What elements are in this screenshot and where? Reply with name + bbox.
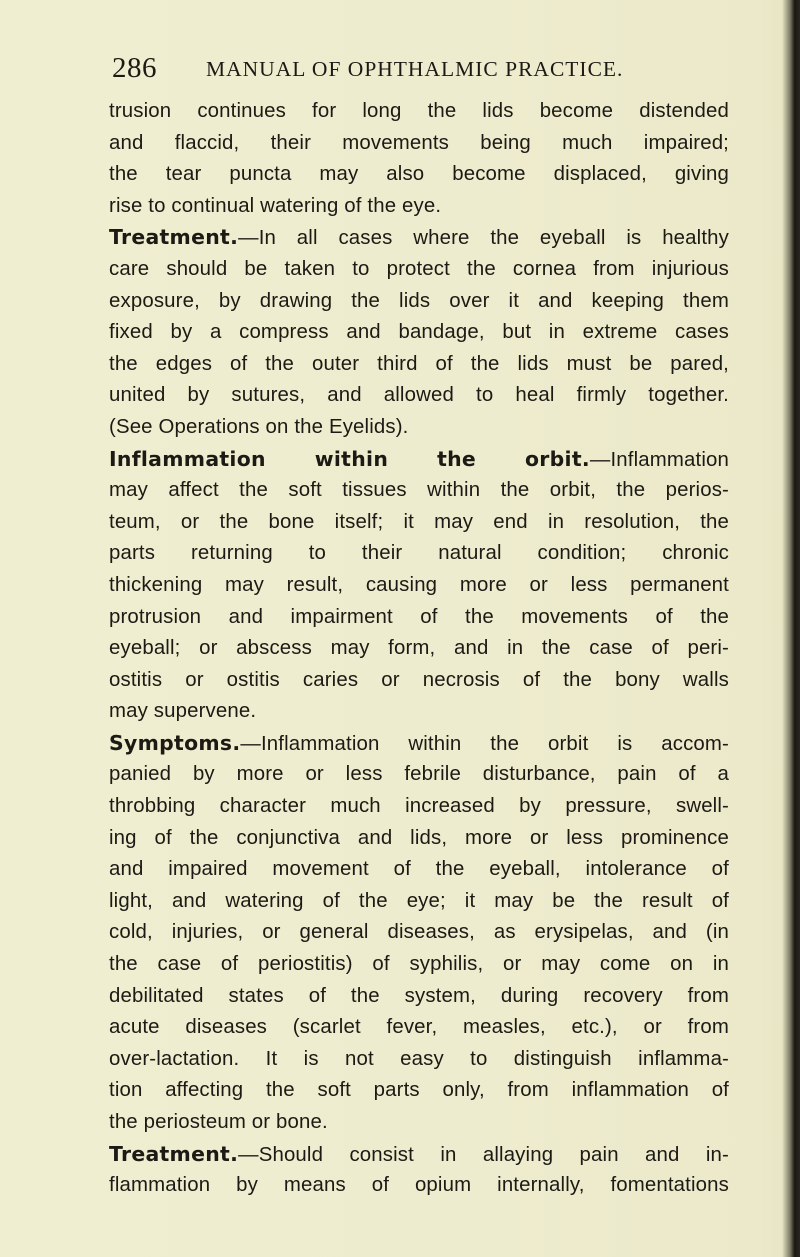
- text-line: [109, 317, 729, 349]
- text-line: [109, 96, 729, 128]
- line-text: fixed by a compress and bandage, but in extreme cases: [109, 321, 729, 344]
- line-text: and flaccid, their movements being much impaired;: [109, 131, 729, 154]
- line-text: the tear puncta may also become displaced, giving: [109, 163, 729, 186]
- line-text: over-lactation. It is not easy to distinguish inflamma-: [109, 1047, 729, 1070]
- running-title: MANUAL OF OPHTHALMIC PRACTICE.: [206, 57, 624, 81]
- line-text: —In all cases where the eyeball is healthy: [238, 227, 729, 250]
- line-text: care should be taken to protect the cornea from injurious: [109, 257, 729, 280]
- line-text: debilitated states of the system, during recovery from: [109, 984, 729, 1007]
- line-text: protrusion and impairment of the movements of the: [109, 605, 729, 628]
- book-spine-shadow: [782, 0, 800, 1257]
- text-line: [109, 286, 729, 318]
- line-text: the edges of the outer third of the lids must be pared,: [109, 352, 729, 375]
- line-text: parts returning to their natural condition; chronic: [109, 542, 729, 565]
- text-line: [109, 254, 729, 286]
- text-line: [109, 380, 729, 412]
- line-text: —Should consist in allaying pain and in-: [238, 1143, 729, 1166]
- body-text: [109, 96, 729, 1202]
- text-line: [109, 1044, 729, 1076]
- text-line: [109, 1012, 729, 1044]
- text-line: [109, 981, 729, 1013]
- line-text: the periosteum or bone.: [109, 1111, 328, 1133]
- text-line: [109, 791, 729, 823]
- line-text: —Inflammation within the orbit is accom-: [240, 732, 729, 755]
- section-heading-inflammation: Inflammation within the orbit.: [109, 446, 590, 471]
- text-line: [109, 412, 729, 444]
- text-line: [109, 728, 729, 760]
- text-line: [109, 886, 729, 918]
- line-text: united by sutures, and allowed to heal firmly together.: [109, 384, 729, 407]
- line-text: (See Operations on the Eyelids).: [109, 415, 409, 438]
- text-line: [109, 570, 729, 602]
- text-line: [109, 507, 729, 539]
- text-line: [109, 475, 729, 507]
- line-text: tion affecting the soft parts only, from inflammation of: [109, 1079, 729, 1102]
- text-line: [109, 222, 729, 254]
- text-line: [109, 1075, 729, 1107]
- line-text: teum, or the bone itself; it may end in resolution, the: [109, 510, 729, 533]
- text-line: [109, 1107, 729, 1139]
- text-line: [109, 538, 729, 570]
- text-line: [109, 159, 729, 191]
- line-text: rise to continual watering of the eye.: [109, 194, 442, 217]
- line-text: the case of periostitis) of syphilis, or may come on in: [109, 953, 729, 976]
- line-text: ing of the conjunctiva and lids, more or less prominence: [109, 826, 729, 849]
- text-line: [109, 759, 729, 791]
- line-text: thickening may result, causing more or less permanent: [109, 573, 729, 596]
- line-text: and impaired movement of the eyeball, intolerance of: [109, 858, 729, 881]
- text-line: [109, 602, 729, 634]
- line-text: ostitis or ostitis caries or necrosis of the bony walls: [109, 668, 729, 691]
- text-line: [109, 823, 729, 855]
- line-text: —Inflammation: [589, 448, 729, 471]
- text-line: [109, 665, 729, 697]
- page-number: 286: [112, 52, 157, 84]
- line-text: light, and watering of the eye; it may be the result of: [109, 889, 729, 912]
- text-line: [109, 191, 729, 223]
- line-text: may affect the soft tissues within the orbit, the perios-: [109, 479, 729, 502]
- line-text: eyeball; or abscess may form, and in the case of peri-: [109, 637, 729, 660]
- text-line: [109, 949, 729, 981]
- section-heading-treatment: Treatment.: [109, 1141, 239, 1166]
- text-line: [109, 917, 729, 949]
- line-text: exposure, by drawing the lids over it and keeping them: [109, 289, 729, 312]
- text-line: [109, 633, 729, 665]
- section-heading-treatment: Treatment.: [109, 225, 239, 250]
- text-line: [109, 696, 729, 728]
- section-heading-symptoms: Symptoms.: [109, 730, 241, 755]
- line-text: flammation by means of opium internally, fomentations: [109, 1174, 729, 1197]
- text-line: [109, 1170, 729, 1202]
- line-text: throbbing character much increased by pressure, swell-: [109, 795, 729, 818]
- line-text: panied by more or less febrile disturbance, pain of a: [109, 763, 729, 786]
- text-line: [109, 444, 729, 476]
- line-text: cold, injuries, or general diseases, as erysipelas, and (in: [109, 921, 729, 944]
- page-header: [0, 48, 780, 88]
- line-text: acute diseases (scarlet fever, measles, etc.), or from: [109, 1016, 729, 1039]
- line-text: trusion continues for long the lids become distended: [109, 100, 729, 122]
- text-line: [109, 128, 729, 160]
- text-line: [109, 349, 729, 381]
- text-line: [109, 854, 729, 886]
- line-text: may supervene.: [109, 700, 257, 723]
- text-line: [109, 1139, 729, 1171]
